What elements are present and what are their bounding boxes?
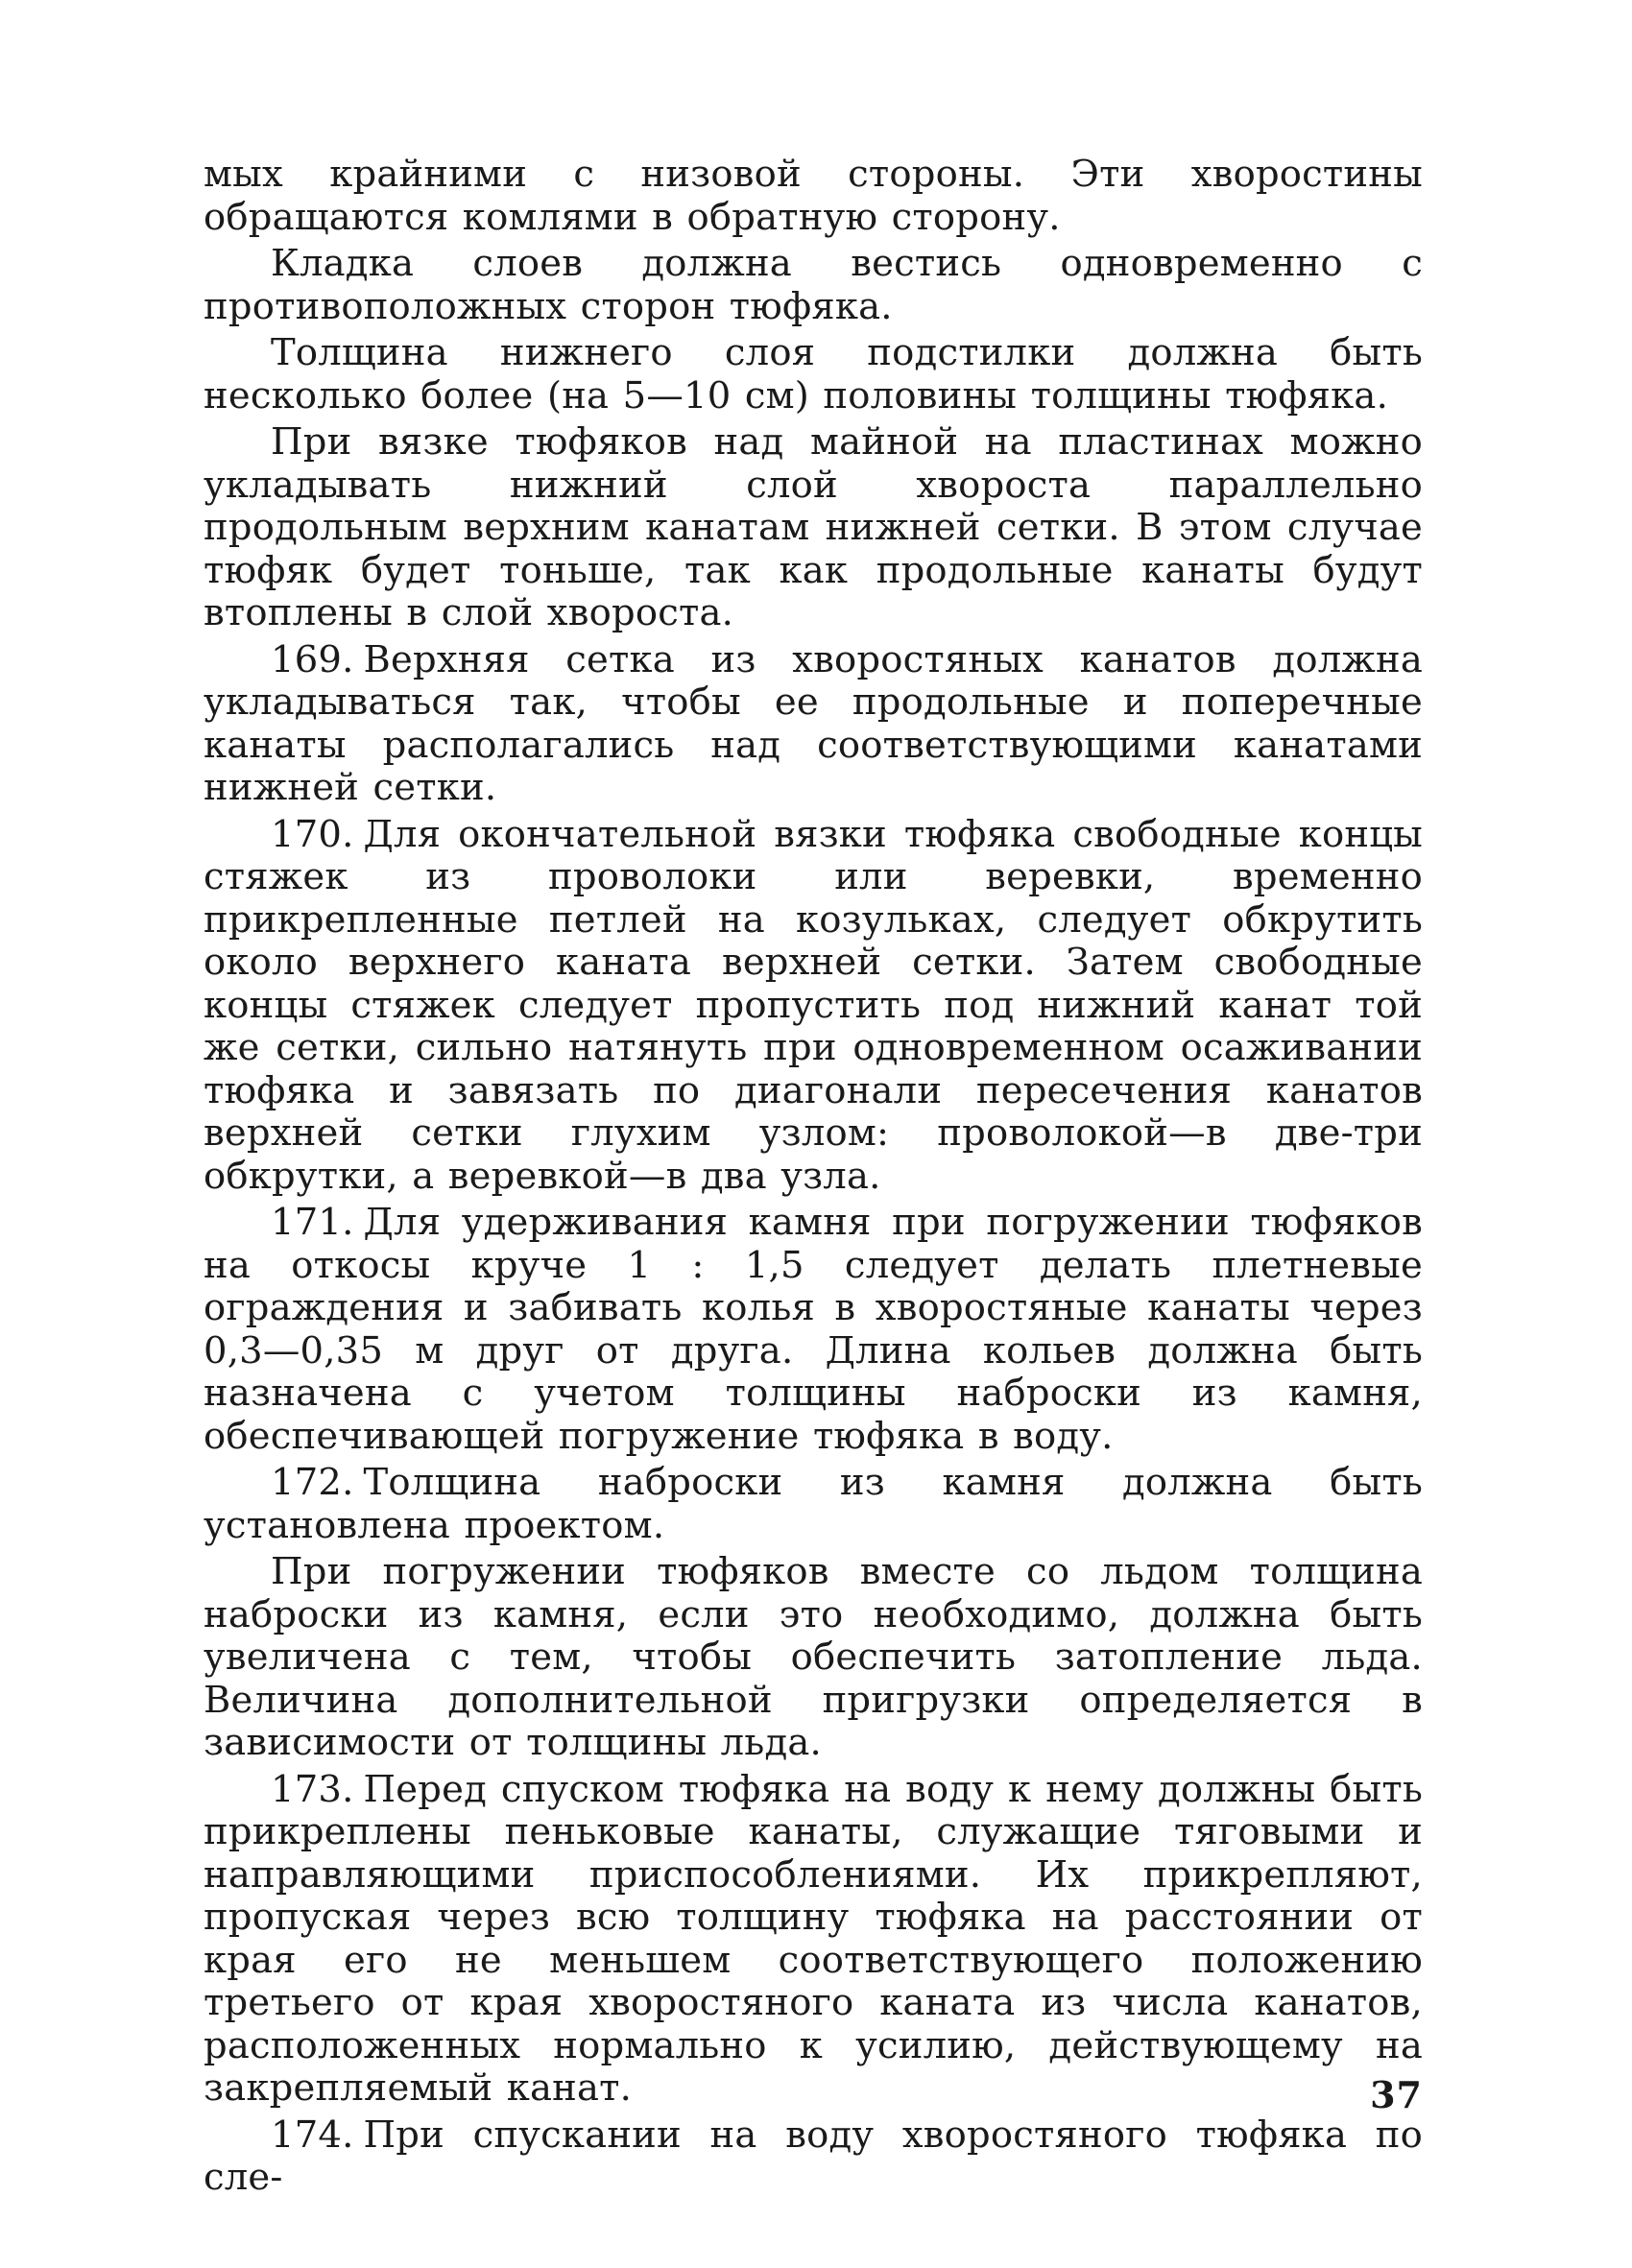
paragraph-text: Перед спуском тюфяка на воду к нему должны быть прикреплены пеньковые канаты, служащие тяговыми и направляющими приспособлениями. Их прикрепляют, пропуская через всю толщину тюфяка на расстоянии от края его не меньшем соответствующего положению третьего от края хворостяного каната из числа канатов, расположенных нормально к усилию, действующему на закрепляемый канат. [204, 1767, 1423, 2110]
paragraph-174 [204, 2114, 1423, 2200]
paragraph-3 [204, 332, 1423, 418]
paragraph-text: При вязке тюфяков над майной на пластинах можно укладывать нижний слой хвороста параллельно продольным верхним канатам нижней сетки. В этом случае тюфяк будет тоньше, так как продольные канаты будут втоплены в слой хвороста. [204, 420, 1423, 634]
paragraph-text: При погружении тюфяков вместе со льдом толщина наброски из камня, если это необходимо, должна быть увеличена с тем, чтобы обеспечить затопление льда. Величина дополнительной пригрузки определяется в зависимости от толщины льда. [204, 1550, 1423, 1764]
paragraph-text: Толщина наброски из камня должна быть установлена проектом. [204, 1461, 1423, 1547]
paragraph-number: 172. [271, 1461, 354, 1504]
page-body [204, 154, 1423, 2204]
paragraph-text: мых крайними с низовой стороны. Эти хворостины обращаются комлями в обратную сторону. [204, 153, 1423, 239]
paragraph-text: При спускании на воду хворостяного тюфяка по сле- [204, 2113, 1423, 2199]
paragraph-172 [204, 1462, 1423, 1547]
paragraph-text: Для удерживания камня при погружении тюфяков на откосы круче 1 : 1,5 следует делать плетневые ограждения и забивать колья в хворостяные канаты через 0,3—0,35 м друг от друга. Длина кольев должна быть назначена с учетом толщины наброски из камня, обеспечивающей погружение тюфяка в воду. [204, 1201, 1423, 1458]
paragraph-number: 170. [271, 812, 354, 856]
paragraph-text: Кладка слоев должна вестись одновременно с противоположных сторон тюфяка. [204, 242, 1423, 328]
paragraph-text: Для окончательной вязки тюфяка свободные концы стяжек из проволоки или веревки, временно прикрепленные петлей на козульках, следует обкрутить около верхнего каната верхней сетки. Затем свободные концы стяжек следует пропустить под нижний канат той же сетки, сильно натянуть при одновременном осаживании тюфяка и завязать по диагонали пересечения канатов верхней сетки глухим узлом: проволокой—в две-три обкрутки, а веревкой—в два узла. [204, 812, 1423, 1198]
paragraph-4 [204, 421, 1423, 635]
page-number: 37 [1370, 2073, 1423, 2116]
paragraph-172-continued [204, 1551, 1423, 1765]
paragraph-170 [204, 814, 1423, 1199]
paragraph-173 [204, 1769, 1423, 2111]
paragraph-number: 173. [271, 1767, 354, 1811]
paragraph-number: 169. [271, 637, 354, 681]
paragraph-2 [204, 243, 1423, 328]
paragraph-text: Верхняя сетка из хворостяных канатов должна укладываться так, чтобы ее продольные и поперечные канаты располагались над соответствующими канатами нижней сетки. [204, 637, 1423, 809]
paragraph-number: 171. [271, 1201, 354, 1244]
paragraph-171 [204, 1202, 1423, 1458]
paragraph-text: Толщина нижнего слоя подстилки должна быть несколько более (на 5—10 см) половины толщины тюфяка. [204, 331, 1423, 418]
paragraph-169 [204, 639, 1423, 810]
paragraph-number: 174. [271, 2113, 354, 2157]
paragraph-1 [204, 154, 1423, 239]
